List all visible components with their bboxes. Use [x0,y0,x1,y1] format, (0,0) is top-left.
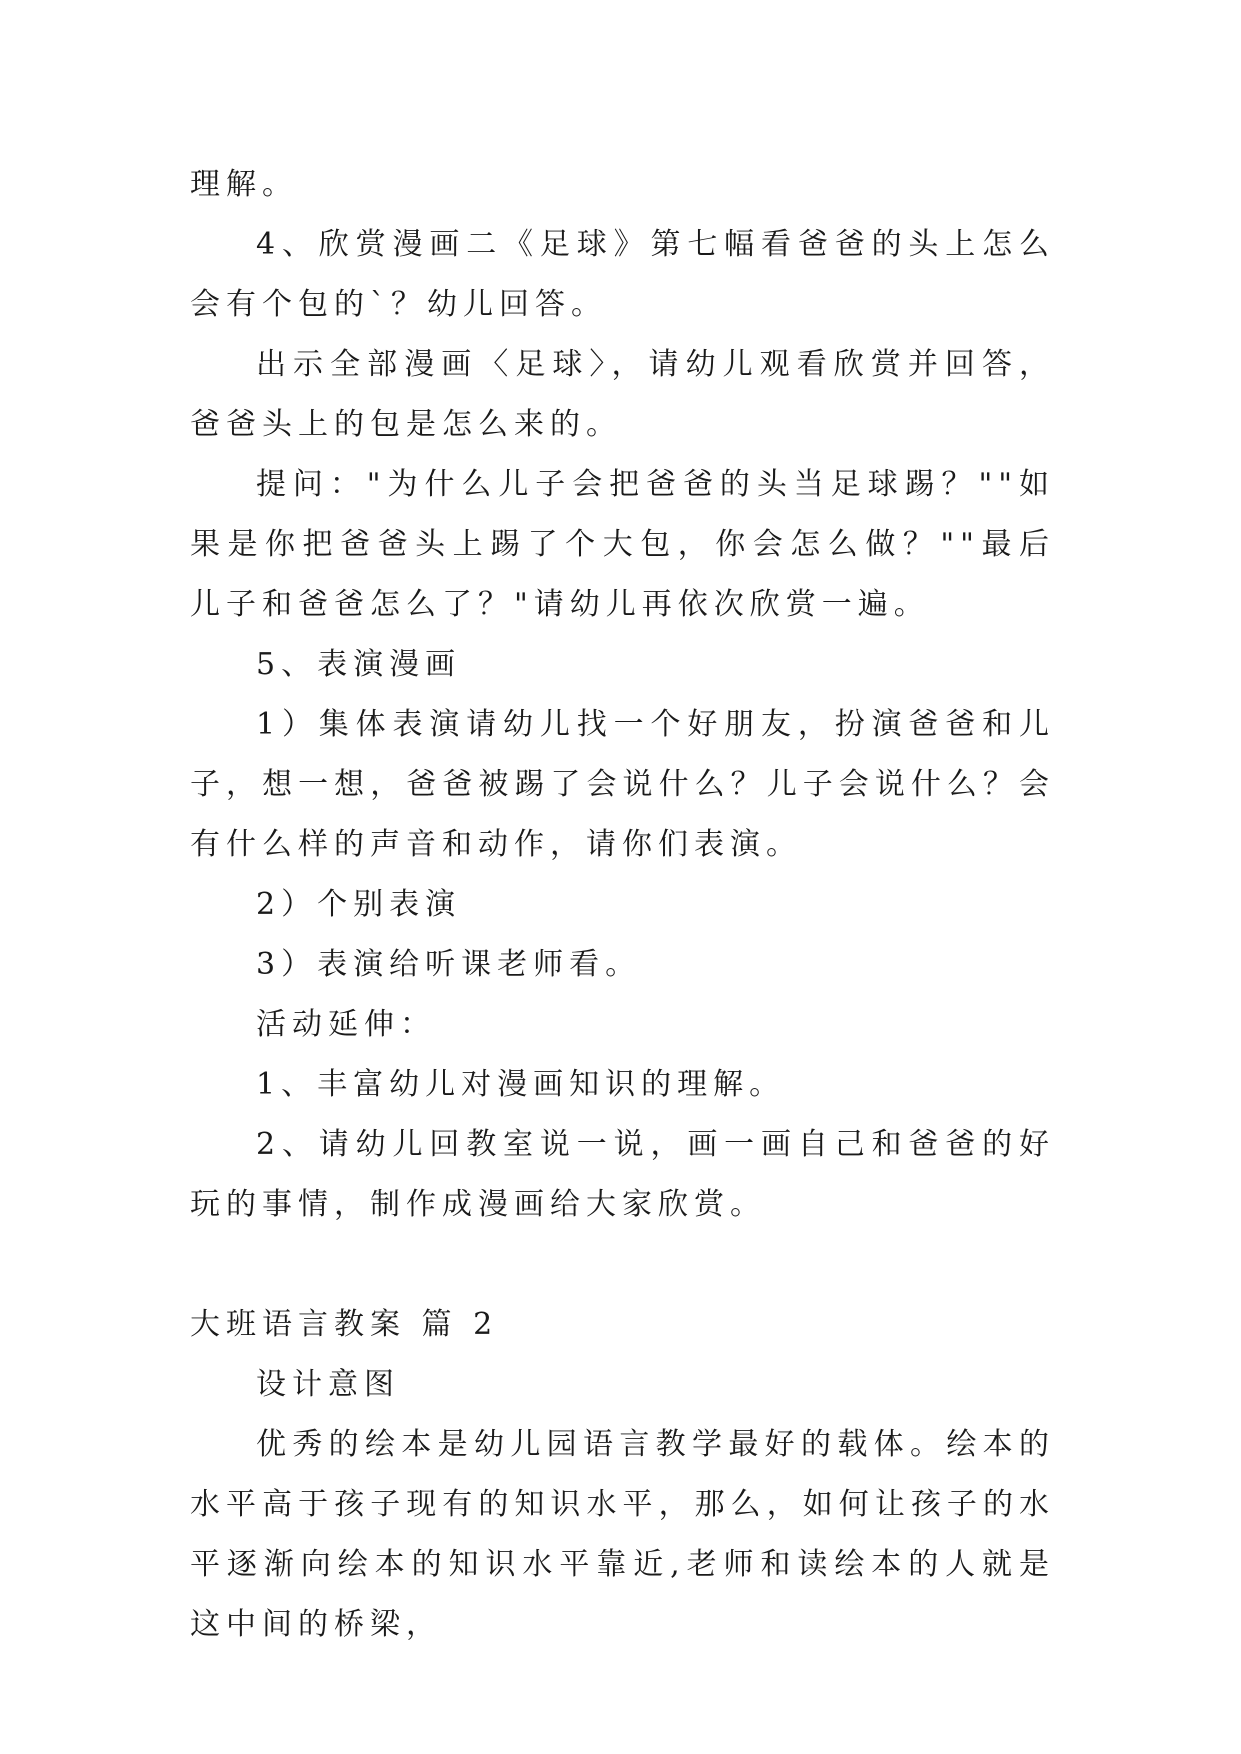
document-page [190,155,1055,1655]
paragraph: 优秀的绘本是幼儿园语言教学最好的载体。绘本的水平高于孩子现有的知识水平，那么，如何让孩子的水平逐渐向绘本的知识水平靠近,老师和读绘本的人就是这中间的桥梁， [190,1427,1055,1642]
paragraph: 4、欣赏漫画二《足球》第七幅看爸爸的头上怎么会有个包的`？幼儿回答。 [190,227,1055,322]
section-heading: 大班语言教案 篇 2 [190,1307,499,1342]
section-2 [190,1295,1055,1655]
paragraph: 活动延伸： [256,1007,436,1042]
paragraph: 3）表演给听课老师看。 [256,947,642,982]
paragraph: 2）个别表演 [256,887,462,922]
paragraph: 出示全部漫画〈足球〉，请幼儿观看欣赏并回答，爸爸头上的包是怎么来的。 [190,347,1055,442]
paragraph: 1）集体表演请幼儿找一个好朋友，扮演爸爸和儿子，想一想，爸爸被踢了会说什么？儿子会说什么？会有什么样的声音和动作，请你们表演。 [190,707,1055,862]
paragraph: 5、表演漫画 [256,647,462,682]
paragraph: 提问："为什么儿子会把爸爸的头当足球踢？""如果是你把爸爸头上踢了个大包，你会怎么做？""最后儿子和爸爸怎么了？"请幼儿再依次欣赏一遍。 [190,467,1055,622]
paragraph: 设计意图 [256,1367,400,1402]
paragraph: 理解。 [190,167,298,202]
paragraph: 1、丰富幼儿对漫画知识的理解。 [256,1067,786,1102]
section-1 [190,155,1055,1235]
paragraph: 2、请幼儿回教室说一说，画一画自己和爸爸的好玩的事情，制作成漫画给大家欣赏。 [190,1127,1055,1222]
